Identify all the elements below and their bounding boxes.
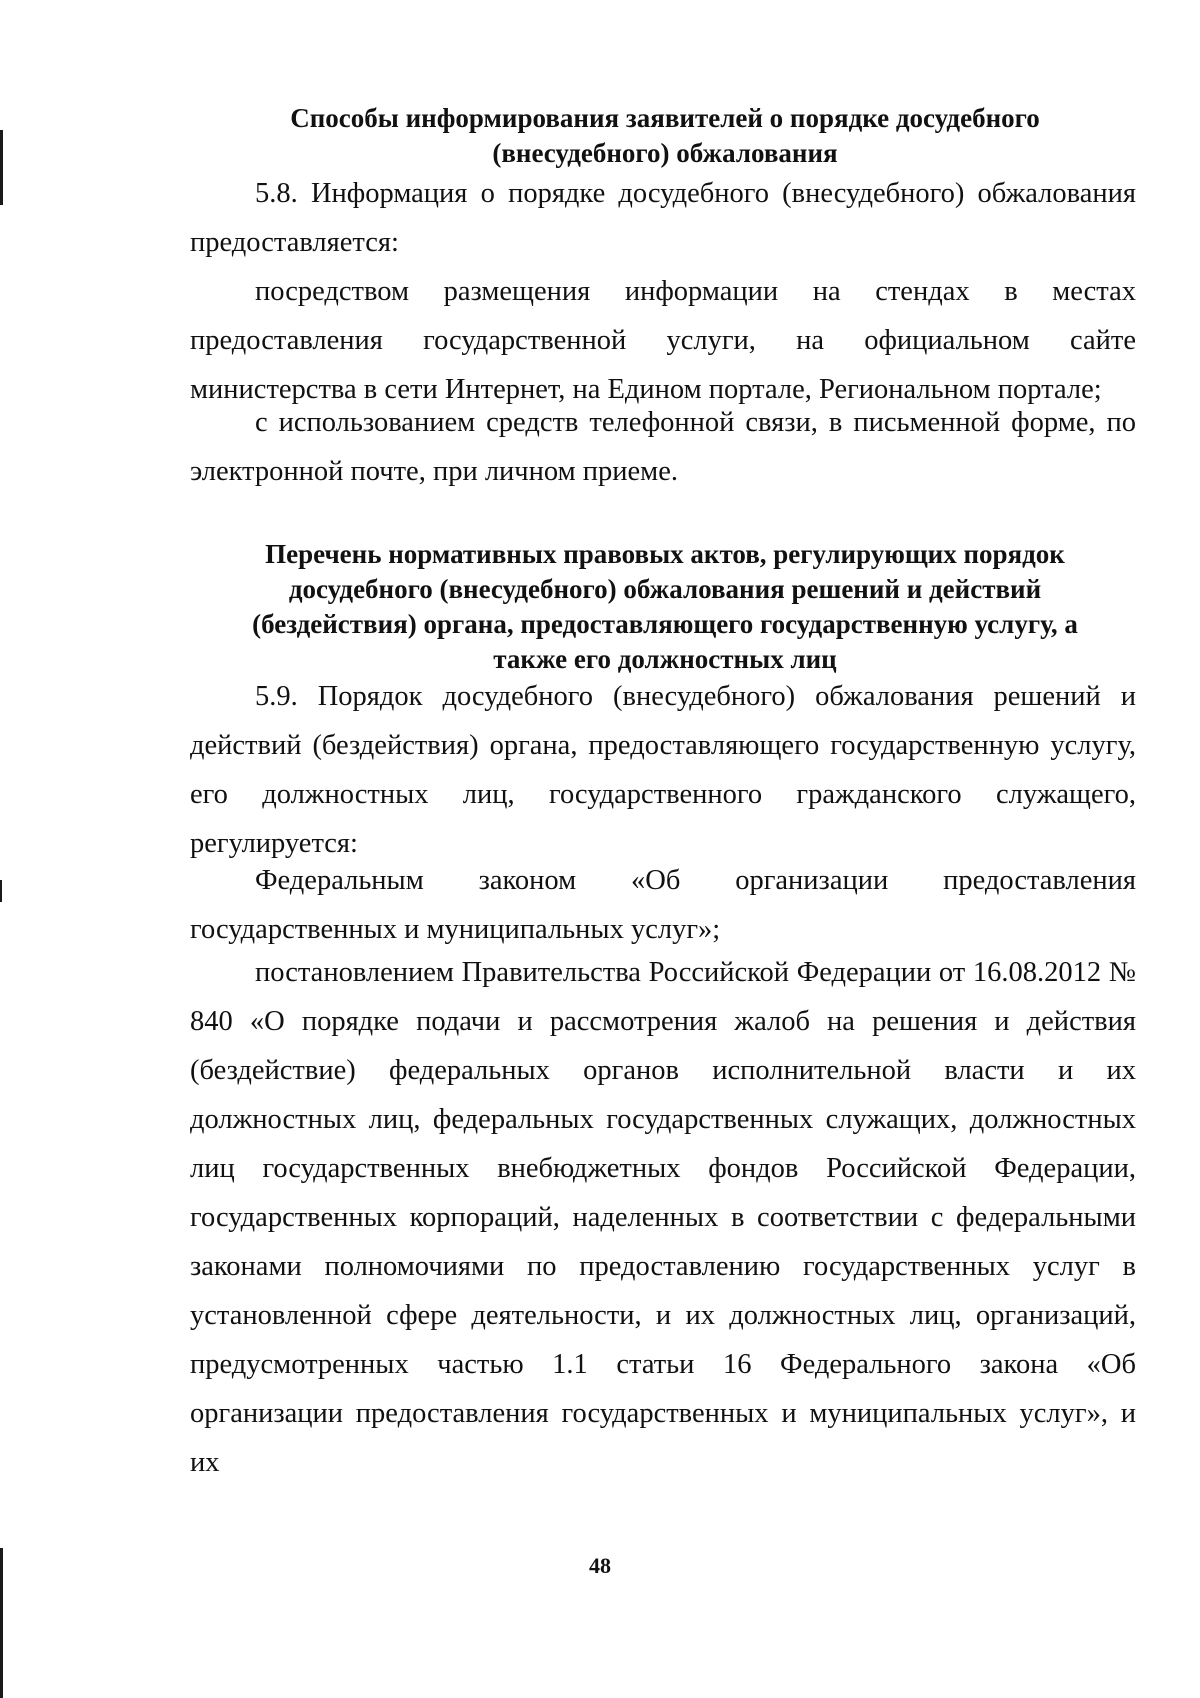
section-heading-legal-acts (190, 537, 1140, 677)
section-heading-informing (190, 101, 1140, 171)
paragraph-stands: посредством размещения информации на стендах в местах предоставления государственной услуги, на официальном сайте министерства в сети Интернет, на Едином портале, Региональном портале; (190, 276, 1136, 405)
page-number: 48 (589, 1553, 611, 1578)
heading-line: (бездействия) органа, предоставляющего государственную услугу, а (252, 609, 1078, 639)
paragraph-5-9: 5.9. Порядок досудебного (внесудебного) обжалования решений и действий (бездействия) органа, предоставляющего государственную услугу, его должностных лиц, государственного гражданского служащего, регулируется: (190, 681, 1136, 859)
heading-line: также его должностных лиц (493, 644, 837, 674)
heading-line: Перечень нормативных правовых актов, регулирующих порядок (265, 539, 1065, 569)
paragraph-5-8: 5.8. Информация о порядке досудебного (внесудебного) обжалования предоставляется: (190, 178, 1136, 258)
paragraph-telephone: с использованием средств телефонной связи, в письменной форме, по электронной почте, при личном приеме. (190, 407, 1136, 487)
paragraph-government-decree: постановлением Правительства Российской Федерации от 16.08.2012 № 840 «О порядке подачи и рассмотрения жалоб на решения и действия (бездействие) федеральных органов исполнительной власти и их должностных лиц, федеральных государственных служащих, должностных лиц государственных внебюджетных фондов Российской Федерации, государственных корпораций, наделенных в соответствии с федеральными законами полномочиями по предоставлению государственных услуг в установленной сфере деятельности, и их должностных лиц, организаций, предусмотренных частью 1.1 статьи 16 Федерального закона «Об организации предоставления государственных и муниципальных услуг», и их (190, 957, 1136, 1478)
paragraph-federal-law: Федеральным законом «Об организации предоставления государственных и муниципальных услуг»; (190, 865, 1136, 945)
heading-line: (внесудебного) обжалования (492, 138, 838, 168)
heading-line: досудебного (внесудебного) обжалования решений и действий (288, 574, 1042, 604)
heading-line: Способы информирования заявителей о порядке досудебного (290, 103, 1040, 133)
